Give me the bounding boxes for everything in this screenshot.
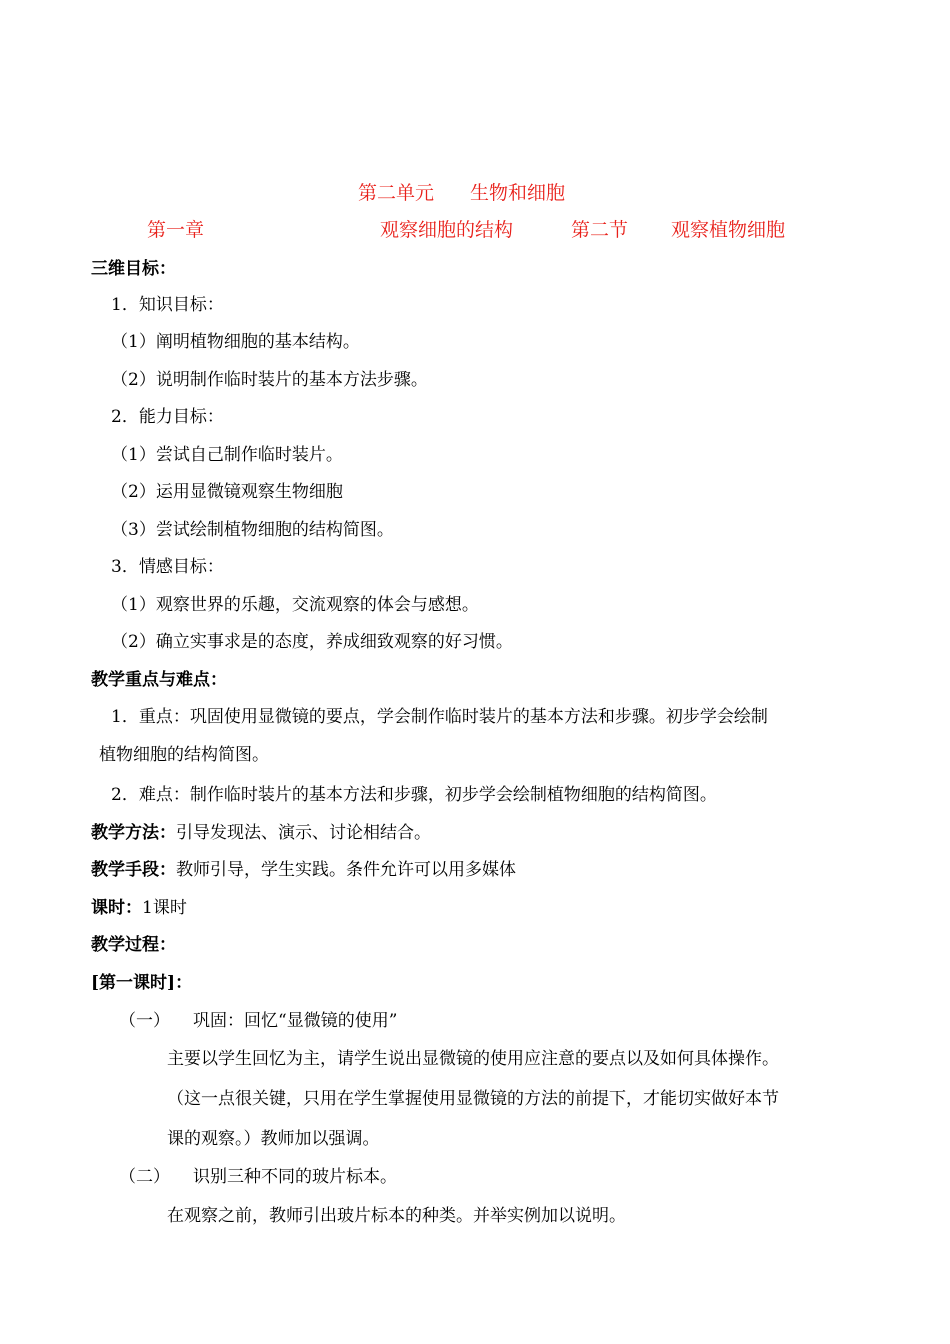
means-label: 教学手段：	[91, 860, 176, 880]
method-row	[91, 822, 431, 844]
step-1-line-3: 课的观察。）教师加以强调。	[167, 1129, 380, 1149]
step-2-line-1: 在观察之前，教师引出玻片标本的种类。并举实例加以说明。	[167, 1206, 626, 1226]
step-1-title: 巩固：回忆“显微镜的使用”	[193, 1011, 398, 1031]
focus-key-line-2: 植物细胞的结构简图。	[99, 745, 269, 765]
method-label: 教学方法：	[91, 823, 176, 843]
step-1-line-2: （这一点很关键，只用在学生掌握使用显微镜的方法的前提下，才能切实做好本节	[167, 1089, 779, 1109]
chapter-title	[147, 219, 847, 243]
focus-heading: 教学重点与难点：	[91, 670, 227, 690]
section-topic: 观察植物细胞	[671, 219, 786, 241]
objectives-heading: 三维目标：	[91, 259, 176, 279]
emotion-item-1: （1）观察世界的乐趣，交流观察的体会与感想。	[111, 595, 479, 615]
hours-label: 课时：	[91, 898, 142, 918]
means-row	[91, 859, 516, 881]
lesson-label: [第一课时]：	[91, 973, 193, 993]
ability-item-2: （2）运用显微镜观察生物细胞	[111, 482, 343, 502]
step-2-title: 识别三种不同的玻片标本。	[193, 1167, 397, 1187]
hours-text: 1课时	[142, 898, 187, 918]
step-2-number: （二）	[119, 1167, 170, 1187]
means-text: 教师引导，学生实践。条件允许可以用多媒体	[176, 860, 516, 880]
chapter-topic: 观察细胞的结构	[380, 219, 514, 241]
section-label: 第二节	[571, 219, 629, 241]
emotion-item-2: （2）确立实事求是的态度，养成细致观察的好习惯。	[111, 632, 513, 652]
unit-label: 第二单元	[358, 182, 435, 204]
knowledge-item-1: （1）阐明植物细胞的基本结构。	[111, 332, 360, 352]
knowledge-label: 1．知识目标：	[111, 295, 224, 315]
unit-title	[358, 182, 565, 204]
chapter-label: 第一章	[147, 219, 205, 241]
step-1-line-1: 主要以学生回忆为主，请学生说出显微镜的使用应注意的要点以及如何具体操作。	[167, 1049, 779, 1069]
ability-item-1: （1）尝试自己制作临时装片。	[111, 445, 343, 465]
process-heading: 教学过程：	[91, 935, 176, 955]
ability-item-3: （3）尝试绘制植物细胞的结构简图。	[111, 520, 394, 540]
ability-label: 2．能力目标：	[111, 407, 224, 427]
focus-difficulty: 2．难点：制作临时装片的基本方法和步骤，初步学会绘制植物细胞的结构简图。	[111, 785, 717, 805]
emotion-label: 3．情感目标：	[111, 557, 224, 577]
unit-topic: 生物和细胞	[470, 182, 566, 204]
focus-key-line-1: 1．重点：巩固使用显微镜的要点，学会制作临时装片的基本方法和步骤。初步学会绘制	[111, 707, 768, 727]
method-text: 引导发现法、演示、讨论相结合。	[176, 823, 431, 843]
hours-row	[91, 897, 187, 919]
step-1-number: （一）	[119, 1011, 170, 1031]
knowledge-item-2: （2）说明制作临时装片的基本方法步骤。	[111, 370, 428, 390]
